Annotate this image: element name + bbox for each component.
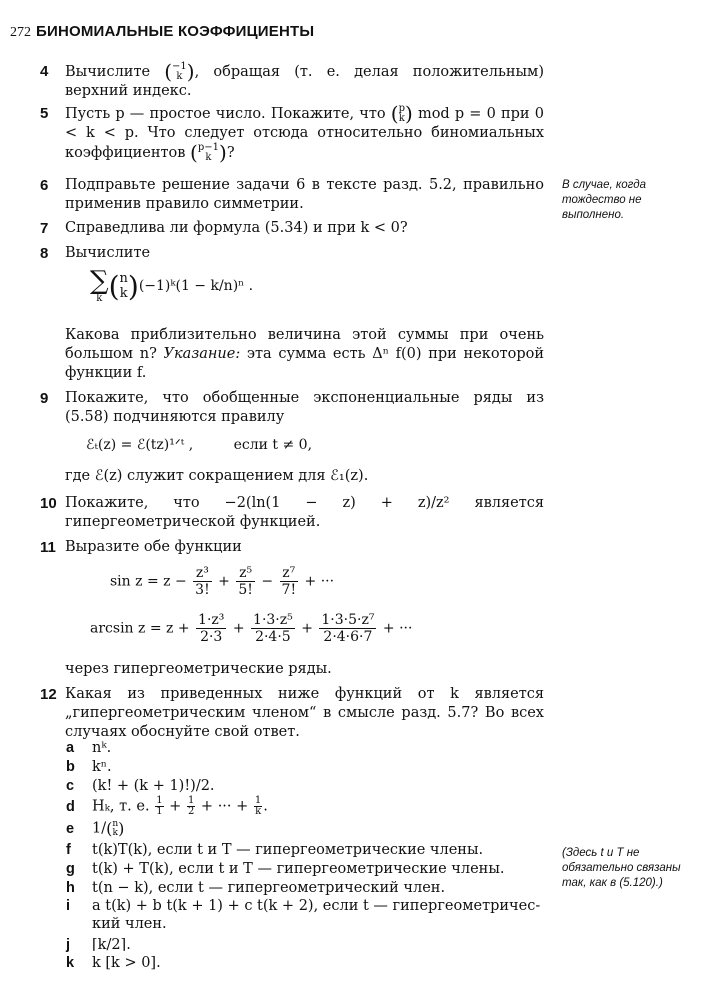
subitem-f: f t(k)T(k), если t и T — гипергеометрические члены. <box>66 842 484 858</box>
formula-sum <box>90 268 253 304</box>
binomial: (p k) <box>390 101 413 126</box>
followup-text: где ℰ(z) служит сокращением для ℰ₁(z). <box>65 468 369 484</box>
problem-4 <box>40 59 544 101</box>
problem-9-followup <box>40 467 544 486</box>
formula-arcsin: arcsin z = z + $\frac{\text{1·z³}}{2\cdot 3}$ + $\frac{\text{1·3·z⁵}}{2\cdot 4\cdot 5}$ + $\frac{\text{1·3·5·z⁷}}{2\cdot 4\cdot 6\cdot 7}$ + ··· <box>90 612 413 645</box>
problem-number: 9 <box>40 390 49 407</box>
page-number: 272 <box>10 25 31 40</box>
problem-text: Покажите, что −2(ln(1 − z) + z)/z² является гипергеометрической функцией. <box>65 495 544 530</box>
formula: ℰₜ(z) = ℰ(tz)¹ᐟᵗ , <box>86 437 194 453</box>
margin-note-2: (Здесь t и T не обязательно связаны так, как в (5.120).) <box>562 847 681 889</box>
problem-text: Пусть p — простое число. Покажите, что <box>65 106 391 122</box>
problem-number: 5 <box>40 105 49 122</box>
subitem-h: h t(n − k), если t — гипергеометрический член. <box>66 880 446 896</box>
margin-note-1: В случае, когда тождество не выполнено. <box>562 179 646 221</box>
problem-number: 11 <box>40 539 56 556</box>
problem-number: 8 <box>40 245 49 262</box>
subitem-d: d Hₖ, т. е. $\frac{1}{1}$ + $\frac{1}{2}$ + ··· + $\frac{1}{k}$ . <box>66 795 268 817</box>
sum-sign: ∑ <box>90 266 109 296</box>
problem-text: Какая из приведенных ниже функций от k является „гипергеометрическим членом“ в смысле разд. 5.7? Во всех случаях обоснуйте свой ответ. <box>65 686 544 740</box>
problem-text: Справедлива ли формула (5.34) и при k < 0? <box>65 220 408 236</box>
followup-text: через гипергеометрические ряды. <box>65 661 332 677</box>
binomial: (n k) <box>108 269 139 303</box>
problem-5 <box>40 101 544 165</box>
subitem-a: a nᵏ. <box>66 740 112 756</box>
problem-8 <box>40 244 544 263</box>
subitem-g: g t(k) + T(k), если t и T — гипергеометрические члены. <box>66 861 505 877</box>
problem-text-end: ? <box>226 145 235 161</box>
problem-number: 6 <box>40 177 49 194</box>
problem-text: Покажите, что обобщенные экспоненциальные ряды из (5.58) подчиняются правилу <box>65 390 544 425</box>
problem-10 <box>40 494 544 532</box>
formula-condition: если t ≠ 0, <box>233 437 313 453</box>
followup-text: Какова приблизительно величина этой суммы при очень большом n? <box>65 327 544 362</box>
binomial: (−1 k ) <box>164 59 195 84</box>
problem-number: 12 <box>40 686 57 703</box>
problem-11 <box>40 538 544 557</box>
problem-9 <box>40 389 544 427</box>
binomial: (p−1 k ) <box>190 140 227 165</box>
hint-label: Указание: <box>163 346 241 362</box>
problem-text: Подправьте решение задачи 6 в тексте разд. 5.2, правильно применив правило симметрии. <box>65 177 544 212</box>
problem-7 <box>40 219 544 238</box>
problem-text-cont: mod p = 0 при 0 < k < p. Что следует отсюда относительно биномиальных коэффициентов <box>65 106 544 161</box>
problem-number: 7 <box>40 220 49 237</box>
subitem-e: e 1/(n k) <box>66 818 125 838</box>
subitem-i: i a t(k) + b t(k + 1) + c t(k + 2), если t — гипергеометричес- <box>66 898 541 914</box>
problem-text-cont: , обращая (т. е. делая положительным) верхний индекс. <box>65 64 544 99</box>
chapter-title: БИНОМИАЛЬНЫЕ КОЭФФИЦИЕНТЫ <box>36 23 315 40</box>
subitem-k: k k [k > 0]. <box>66 955 161 971</box>
problem-text: Вычислите <box>65 245 151 261</box>
problem-number: 4 <box>40 63 49 80</box>
problem-text: Выразите обе функции <box>65 539 242 555</box>
problem-11-followup <box>40 660 544 679</box>
subitem-c: c (k! + (k + 1)!)/2. <box>66 778 215 794</box>
formula-sin: sin z = z − $\frac{\text{z³}}{3!}$ + $\frac{\text{z⁵}}{5!}$ − $\frac{\text{z⁷}}{7!}$ + ··· <box>110 565 335 598</box>
subitem-i-cont: кий член. <box>92 916 167 932</box>
formula-rest: (−1)ᵏ(1 − k/n)ⁿ . <box>138 278 254 294</box>
subitem-j: j ⌈k/2⌉. <box>66 937 131 953</box>
problem-8-followup <box>40 326 544 383</box>
running-header <box>10 22 314 41</box>
problem-12 <box>40 685 544 742</box>
problem-text: Вычислите <box>65 64 165 80</box>
problem-number: 10 <box>40 495 57 512</box>
problem-6 <box>40 176 544 214</box>
subitem-b: b kⁿ. <box>66 759 112 775</box>
followup-text-cont: эта сумма есть Δⁿ f(0) при некоторой функции f. <box>65 346 544 381</box>
formula-exponential <box>86 437 312 453</box>
sum-index: k <box>96 293 103 304</box>
